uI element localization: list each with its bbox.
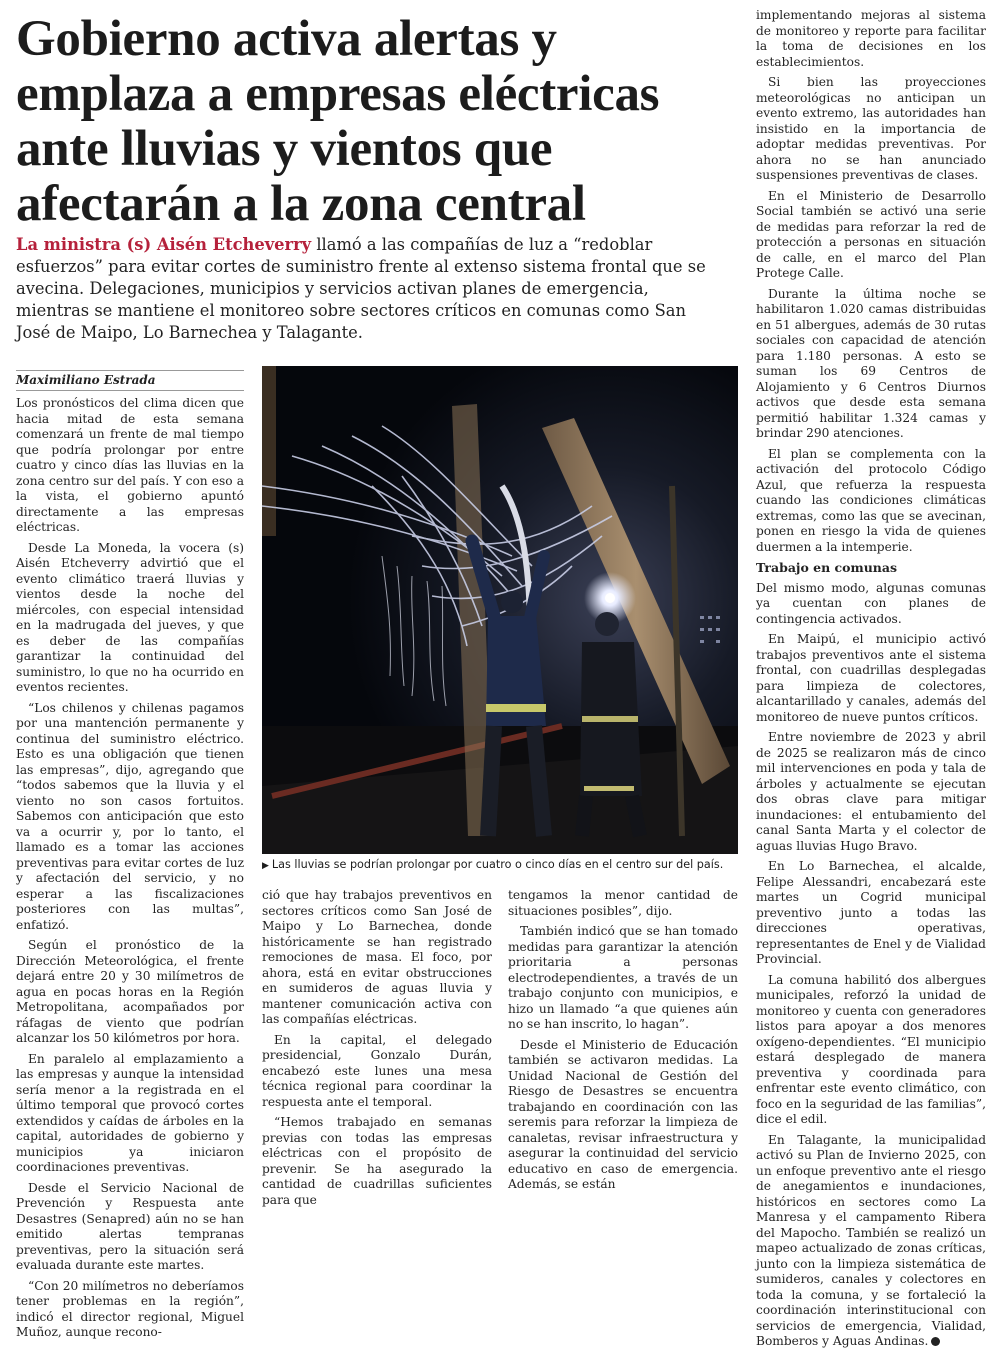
body-paragraph-last xyxy=(756,1133,986,1350)
lead-paragraph xyxy=(16,234,716,344)
body-paragraph: En la capital, el delegado presidencial, Gonzalo Durán, encabezó este lunes una mesa técnica regional para coordinar la respuesta ante el temporal. xyxy=(262,1032,492,1109)
lead-minister-name: La ministra (s) Aisén Etcheverry xyxy=(16,235,312,254)
caption-arrow-icon: ▶ xyxy=(262,861,269,871)
body-paragraph: “Hemos trabajado en semanas previas con todas las empresas eléctricas con el propósito de prevenir. Se ha asegurado la cantidad de cuadrillas suficientes para que xyxy=(262,1115,492,1207)
body-paragraph: Si bien las proyecciones meteorológicas no anticipan un evento extremo, las autoridades han insistido en la importancia de adoptar medidas preventivas. Por ahora no se han anunciado suspensiones preventivas de clases. xyxy=(756,75,986,182)
body-paragraph: “Los chilenos y chilenas pagamos por una mantención permanente y continua del suministro eléctrico. Esto es una obligación que tienen las empresas”, dijo, agregando que “todos sabemos que la lluvia y el viento no son casos fortuitos. Sabemos con anticipación que esto va a ocurrir y, por lo tanto, el llamado es a tomar las acciones preventivas para evitar cortes de luz y afectación del servicio, y no esperar a las fiscalizaciones posteriores con las multas”, enfatizó. xyxy=(16,700,244,932)
caption-text: Las lluvias se podrían prolongar por cuatro o cinco días en el centro sur del país. xyxy=(271,858,724,871)
news-photo xyxy=(262,366,738,854)
end-of-article-mark xyxy=(931,1337,940,1346)
article-column-3 xyxy=(508,888,738,1191)
article-column-1 xyxy=(16,396,244,1339)
headline: Gobierno activa alertas y emplaza a empresas eléctricas ante lluvias y vientos que afectarán a la zona central xyxy=(16,11,660,232)
body-paragraph: En paralelo al emplazamiento a las empresas y aunque la intensidad sería menor a la registrada en el último temporal que provocó cortes extendidos y caídas de árboles en la capital, autoridades de gobierno y municipios ya iniciaron coordinaciones preventivas. xyxy=(16,1051,244,1174)
body-paragraph: Los pronósticos del clima dicen que hacia mitad de esta semana comenzará un frente de mal tiempo que podría prolongar por entre cuatro y cinco días las lluvias en la zona centro sur del país. Y con eso a la vista, el gobierno apuntó directamente a las empresas eléctricas. xyxy=(16,396,244,534)
body-paragraph: “Con 20 milímetros no deberíamos tener problemas en la región”, indicó el director regional, Miguel Muñoz, aunque recono- xyxy=(16,1278,244,1339)
body-paragraph: En el Ministerio de Desarrollo Social también se activó una serie de medidas para reforzar la red de protección a personas en situación de calle, en el marco del Plan Protege Calle. xyxy=(756,188,986,280)
body-paragraph-text: En Talagante, la municipalidad activó su Plan de Invierno 2025, con un enfoque preventivo ante el riesgo de anegamientos e inundaciones, históricos en sectores como La Manresa y el campamento Ribera del Mapocho. También se realizó un mapeo actualizado de zonas críticas, junto con la limpieza sistemática de sumideros, canales y colectores en toda la comuna, y se fortaleció la coordinación interinstitucional con servicios de emergencia, Vialidad, Bomberos y Aguas Andinas. xyxy=(756,1132,986,1348)
photo-illustration xyxy=(262,366,738,854)
body-paragraph: Según el pronóstico de la Dirección Meteorológica, el frente dejará entre 20 y 30 milímetros de agua en pocas horas en la Región Metropolitana, acompañados por ráfagas de viento que podrían alcanzar los 50 kilómetros por hora. xyxy=(16,938,244,1045)
article-column-4 xyxy=(756,8,986,1348)
body-paragraph: Durante la última noche se habilitaron 1.020 camas distribuidas en 51 albergues, además de 30 rutas sociales con capacidad de atención para 1.180 personas. A esto se suman los 69 Centros de Alojamiento y 6 Centros Diurnos activos que desde esta semana permitió habilitar 1.324 camas y brindar 290 atenciones. xyxy=(756,286,986,440)
body-paragraph: También indicó que se han tomado medidas para garantizar la atención prioritaria a personas electrodependientes, a través de un trabajo conjunto con municipios, e hizo un llamado “a que quienes aún no se han inscrito, lo hagan”. xyxy=(508,924,738,1031)
body-paragraph: Desde el Servicio Nacional de Prevención y Respuesta ante Desastres (Senapred) aún no se han emitido alertas tempranas preventivas, pero la situación será evaluada durante este martes. xyxy=(16,1180,244,1272)
body-paragraph: Desde el Ministerio de Educación también se activaron medidas. La Unidad Nacional de Gestión del Riesgo de Desastres se encuentra trabajando en coordinación con las seremis para reforzar la limpieza de canaletas, revisar infraestructura y asegurar la continuidad del servicio educativo en caso de emergencia. Además, se están xyxy=(508,1037,738,1191)
body-paragraph: ció que hay trabajos preventivos en sectores críticos como San José de Maipo y Lo Barnechea, donde históricamente se han registrado remociones de masa. El foco, por ahora, está en evitar obstrucciones en sumideros de aguas lluvia y mantener comunicación activa con las compañías eléctricas. xyxy=(262,888,492,1026)
article-column-2 xyxy=(262,888,492,1207)
body-paragraph: Entre noviembre de 2023 y abril de 2025 se realizaron más de cinco mil intervenciones en poda y tala de árboles y actualmente se ejecutan dos obras clave para mitigar inundaciones: el entubamiento del canal Santa Marta y el colector de aguas lluvias Hugo Bravo. xyxy=(756,730,986,853)
body-paragraph: Del mismo modo, algunas comunas ya cuentan con planes de contingencia activados. xyxy=(756,580,986,626)
body-paragraph: En Lo Barnechea, el alcalde, Felipe Alessandri, encabezará este martes un Cogrid municipal preventivo junto a todas las direcciones operativas, representantes de Enel y de Vialidad Provincial. xyxy=(756,859,986,966)
body-paragraph: tengamos la menor cantidad de situaciones posibles”, dijo. xyxy=(508,888,738,918)
photo-caption xyxy=(262,858,738,873)
body-paragraph: implementando mejoras al sistema de monitoreo y reporte para facilitar la toma de decisiones en los establecimientos. xyxy=(756,8,986,69)
body-paragraph: Desde La Moneda, la vocera (s) Aisén Etcheverry advirtió que el evento climático traerá lluvias y vientos desde la noche del miércoles, con especial intensidad en la madrugada del jueves, y que es deber de las compañías garantizar la continuidad del suministro, lo que no ha ocurrido en eventos recientes. xyxy=(16,540,244,694)
section-subhead: Trabajo en comunas xyxy=(756,560,898,575)
body-paragraph: La comuna habilitó dos albergues municipales, reforzó la unidad de monitoreo y cuenta con generadores listos para apoyar a dos menores oxígeno-dependientes. “El municipio estará desplegado de manera preventiva y coordinada para enfrentar este evento climático, con foco en la seguridad de las familias”, dice el edil. xyxy=(756,972,986,1126)
lead-text: llamó a las compañías de luz a “redoblar esfuerzos” para evitar cortes de suministro frente al extenso sistema frontal que se avecina. Delegaciones, municipios y servicios activan planes de emergencia, mientras se mantiene el monitoreo sobre sectores críticos en comunas como San José de Maipo, Lo Barnechea y Talagante. xyxy=(16,235,706,342)
body-paragraph: En Maipú, el municipio activó trabajos preventivos ante el sistema frontal, con cuadrillas desplegadas para limpieza de colectores, alcantarillado y canales, además del monitoreo de nueve puntos críticos. xyxy=(756,632,986,724)
body-paragraph: El plan se complementa con la activación del protocolo Código Azul, que refuerza la respuesta cuando las condiciones climáticas extremas, como las que se avecinan, ponen en riesgo la vida de quienes duermen a la intemperie. xyxy=(756,446,986,554)
byline: Maximiliano Estrada xyxy=(16,370,244,391)
